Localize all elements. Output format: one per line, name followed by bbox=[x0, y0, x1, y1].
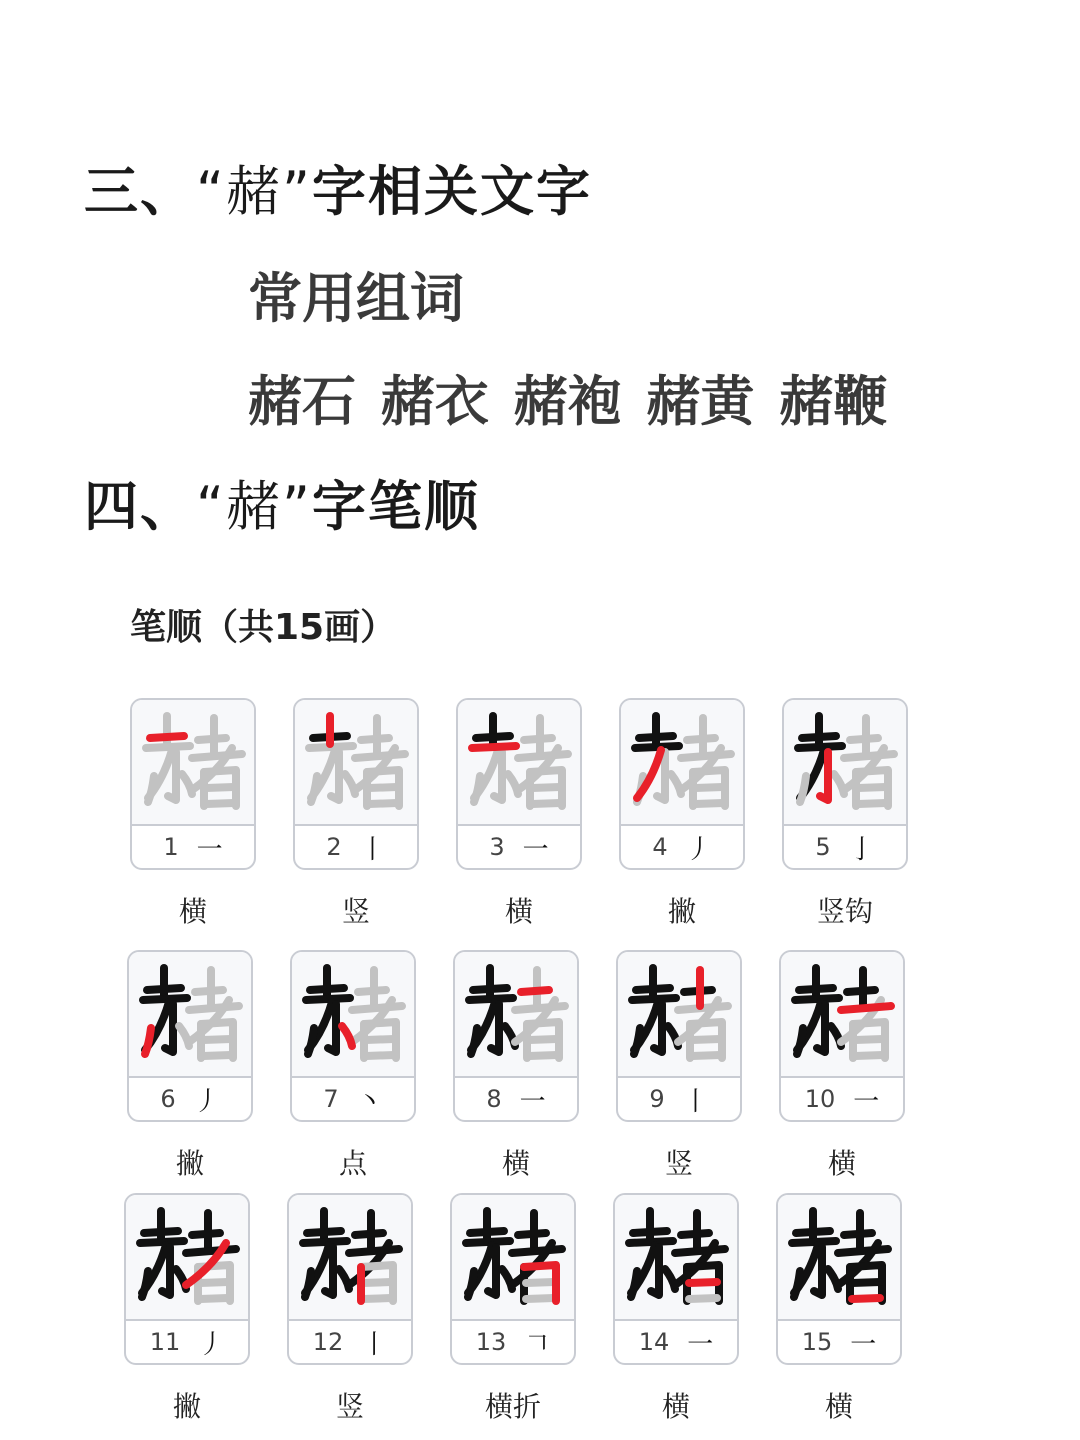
stroke-card-box bbox=[619, 698, 745, 870]
current-stroke bbox=[145, 1028, 151, 1054]
stroke-info bbox=[458, 826, 580, 868]
pending-stroke bbox=[689, 1298, 717, 1299]
pending-stroke bbox=[681, 754, 731, 758]
pending-stroke bbox=[692, 1055, 720, 1056]
section-3-title: 字相关文字 bbox=[311, 160, 592, 223]
stroke-card bbox=[293, 698, 419, 930]
stroke-info bbox=[784, 826, 906, 868]
stroke-number: 3 bbox=[489, 833, 505, 861]
pending-stroke bbox=[206, 803, 234, 804]
stroke-name: 横折 bbox=[484, 1390, 541, 1423]
stroke-info bbox=[455, 1078, 577, 1120]
stroke-number: 14 bbox=[638, 1328, 670, 1356]
completed-stroke bbox=[629, 1241, 673, 1243]
stroke-card-box bbox=[613, 1193, 739, 1365]
stroke-symbol: 丿 bbox=[685, 834, 712, 865]
stroke-card bbox=[619, 698, 745, 930]
completed-stroke bbox=[631, 1271, 637, 1297]
stroke-name: 点 bbox=[338, 1147, 367, 1180]
pending-stroke bbox=[532, 787, 560, 788]
stroke-symbol: 一 bbox=[196, 834, 223, 865]
pending-stroke bbox=[352, 1006, 402, 1010]
stroke-symbol: 丶 bbox=[356, 1086, 383, 1117]
pending-stroke bbox=[858, 803, 886, 804]
stroke-name: 横 bbox=[824, 1390, 853, 1423]
stroke-number: 10 bbox=[804, 1085, 836, 1113]
pending-stroke bbox=[146, 746, 190, 748]
stroke-card-box bbox=[287, 1193, 413, 1365]
current-stroke bbox=[150, 736, 184, 738]
stroke-card bbox=[130, 698, 256, 930]
pending-stroke bbox=[369, 787, 397, 788]
pending-stroke bbox=[148, 776, 154, 802]
pending-stroke bbox=[203, 1039, 231, 1040]
stroke-symbol: 丿 bbox=[193, 1086, 220, 1117]
stroke-symbol: 丨 bbox=[359, 834, 386, 865]
stroke-name: 竖钩 bbox=[816, 895, 873, 928]
stroke-card-box bbox=[290, 950, 416, 1122]
character-stroke-icon bbox=[452, 1195, 574, 1319]
stroke-diagram bbox=[778, 1195, 900, 1321]
stroke-diagram bbox=[289, 1195, 411, 1321]
stroke-card-box bbox=[127, 950, 253, 1122]
stroke-number: 6 bbox=[160, 1085, 176, 1113]
section-4-heading bbox=[84, 475, 480, 538]
stroke-number: 4 bbox=[652, 833, 668, 861]
stroke-number: 7 bbox=[323, 1085, 339, 1113]
stroke-symbol: 丨 bbox=[682, 1086, 709, 1117]
stroke-info bbox=[129, 1078, 251, 1120]
character-stroke-icon bbox=[132, 700, 254, 824]
completed-stroke bbox=[186, 1249, 236, 1253]
stroke-diagram bbox=[292, 952, 414, 1078]
character-stroke-icon bbox=[784, 700, 906, 824]
completed-stroke bbox=[349, 1249, 399, 1253]
completed-stroke bbox=[469, 998, 513, 1000]
completed-stroke bbox=[142, 1271, 148, 1297]
stroke-info bbox=[781, 1078, 903, 1120]
completed-stroke bbox=[305, 1271, 311, 1297]
pending-stroke bbox=[844, 754, 894, 758]
stroke-card bbox=[456, 698, 582, 930]
pending-stroke bbox=[858, 787, 886, 788]
pending-stroke bbox=[192, 754, 242, 758]
character-stroke-icon bbox=[295, 700, 417, 824]
completed-stroke bbox=[466, 1241, 510, 1243]
pending-stroke bbox=[526, 1282, 554, 1283]
stroke-name: 竖 bbox=[335, 1390, 364, 1423]
stroke-diagram bbox=[452, 1195, 574, 1321]
stroke-order-header: 笔顺（共15画） bbox=[130, 607, 397, 648]
character-stroke-icon bbox=[621, 700, 743, 824]
stroke-symbol: 一 bbox=[519, 1086, 546, 1117]
section-4-character: “赭” bbox=[196, 475, 312, 538]
pending-stroke bbox=[363, 1282, 391, 1283]
completed-stroke bbox=[512, 1249, 562, 1253]
stroke-info bbox=[618, 1078, 740, 1120]
stroke-info bbox=[292, 1078, 414, 1120]
character-stroke-icon bbox=[292, 952, 414, 1076]
stroke-name: 横 bbox=[178, 895, 207, 928]
pending-stroke bbox=[206, 787, 234, 788]
stroke-info bbox=[452, 1321, 574, 1363]
pending-stroke bbox=[529, 1039, 557, 1040]
stroke-symbol: 𠃍 bbox=[524, 1329, 551, 1360]
completed-stroke bbox=[797, 1028, 803, 1054]
completed-stroke bbox=[306, 998, 350, 1000]
stroke-symbol: 一 bbox=[687, 1329, 714, 1360]
completed-stroke bbox=[675, 1249, 725, 1253]
character-stroke-icon bbox=[618, 952, 740, 1076]
pending-stroke bbox=[369, 803, 397, 804]
completed-stroke bbox=[798, 746, 842, 748]
stroke-info bbox=[621, 826, 743, 868]
completed-stroke bbox=[795, 998, 839, 1000]
section-3-character: “赭” bbox=[196, 160, 312, 223]
stroke-number: 9 bbox=[649, 1085, 665, 1113]
completed-stroke bbox=[792, 1241, 836, 1243]
current-stroke bbox=[689, 1282, 717, 1283]
current-stroke bbox=[521, 990, 549, 992]
stroke-number: 1 bbox=[163, 833, 179, 861]
stroke-info bbox=[615, 1321, 737, 1363]
stroke-diagram bbox=[129, 952, 251, 1078]
stroke-number: 8 bbox=[486, 1085, 502, 1113]
stroke-card-box bbox=[124, 1193, 250, 1365]
stroke-diagram bbox=[458, 700, 580, 826]
pending-stroke bbox=[695, 787, 723, 788]
stroke-card-box bbox=[616, 950, 742, 1122]
stroke-card bbox=[124, 1193, 250, 1425]
section-3-heading bbox=[84, 160, 592, 223]
pending-stroke bbox=[532, 803, 560, 804]
completed-stroke bbox=[468, 1271, 474, 1297]
character-stroke-icon bbox=[615, 1195, 737, 1319]
stroke-card-box bbox=[453, 950, 579, 1122]
stroke-card-box bbox=[776, 1193, 902, 1365]
stroke-card bbox=[613, 1193, 739, 1425]
common-words-list: 赭石 赭衣 赭袍 赭黄 赭鞭 bbox=[248, 370, 888, 433]
pending-stroke bbox=[518, 754, 568, 758]
stroke-name: 撇 bbox=[172, 1390, 201, 1423]
pending-stroke bbox=[529, 1055, 557, 1056]
stroke-name: 撇 bbox=[667, 895, 696, 928]
completed-stroke bbox=[852, 1282, 880, 1283]
stroke-number: 2 bbox=[326, 833, 342, 861]
pending-stroke bbox=[366, 1039, 394, 1040]
stroke-info bbox=[778, 1321, 900, 1363]
stroke-info bbox=[289, 1321, 411, 1363]
completed-stroke bbox=[140, 1241, 184, 1243]
pending-stroke bbox=[311, 776, 317, 802]
stroke-diagram bbox=[615, 1195, 737, 1321]
pending-stroke bbox=[474, 776, 480, 802]
completed-stroke bbox=[308, 1028, 314, 1054]
stroke-name: 横 bbox=[827, 1147, 856, 1180]
stroke-name: 竖 bbox=[664, 1147, 693, 1180]
character-stroke-icon bbox=[129, 952, 251, 1076]
current-stroke bbox=[841, 1006, 891, 1010]
pending-stroke bbox=[526, 1298, 554, 1299]
stroke-card bbox=[776, 1193, 902, 1425]
stroke-diagram bbox=[784, 700, 906, 826]
stroke-card bbox=[779, 950, 905, 1182]
stroke-card-box bbox=[130, 698, 256, 870]
stroke-name: 横 bbox=[504, 895, 533, 928]
completed-stroke bbox=[143, 998, 187, 1000]
pending-stroke bbox=[515, 1006, 565, 1010]
stroke-card bbox=[616, 950, 742, 1182]
stroke-card bbox=[782, 698, 908, 930]
section-4-number: 四、 bbox=[84, 475, 196, 538]
common-words-title: 常用组词 bbox=[248, 267, 464, 330]
stroke-symbol: 亅 bbox=[848, 834, 875, 865]
pending-stroke bbox=[855, 1039, 883, 1040]
completed-stroke bbox=[634, 1028, 640, 1054]
completed-stroke bbox=[632, 998, 676, 1000]
pending-stroke bbox=[189, 1006, 239, 1010]
stroke-name: 竖 bbox=[341, 895, 370, 928]
pending-stroke bbox=[355, 754, 405, 758]
stroke-card bbox=[450, 1193, 576, 1425]
stroke-diagram bbox=[621, 700, 743, 826]
stroke-number: 15 bbox=[801, 1328, 833, 1356]
character-stroke-icon bbox=[781, 952, 903, 1076]
pending-stroke bbox=[200, 1282, 228, 1283]
current-stroke bbox=[342, 1026, 352, 1046]
stroke-symbol: 丿 bbox=[198, 1329, 225, 1360]
stroke-card-box bbox=[293, 698, 419, 870]
completed-stroke bbox=[838, 1249, 888, 1253]
pending-stroke bbox=[692, 1039, 720, 1040]
stroke-number: 13 bbox=[475, 1328, 507, 1356]
stroke-info bbox=[132, 826, 254, 868]
current-stroke bbox=[472, 746, 516, 748]
stroke-diagram bbox=[295, 700, 417, 826]
stroke-info bbox=[126, 1321, 248, 1363]
stroke-symbol: 一 bbox=[853, 1086, 880, 1117]
stroke-symbol: 一 bbox=[522, 834, 549, 865]
stroke-symbol: 丨 bbox=[361, 1329, 388, 1360]
pending-stroke bbox=[800, 776, 806, 802]
stroke-card bbox=[290, 950, 416, 1182]
completed-stroke bbox=[635, 746, 679, 748]
character-stroke-icon bbox=[458, 700, 580, 824]
pending-stroke bbox=[200, 1298, 228, 1299]
stroke-number: 5 bbox=[815, 833, 831, 861]
pending-stroke bbox=[366, 1055, 394, 1056]
stroke-card-box bbox=[779, 950, 905, 1122]
stroke-diagram bbox=[132, 700, 254, 826]
stroke-card-box bbox=[782, 698, 908, 870]
stroke-symbol: 一 bbox=[850, 1329, 877, 1360]
stroke-name: 撇 bbox=[175, 1147, 204, 1180]
stroke-number: 11 bbox=[149, 1328, 181, 1356]
stroke-card-box bbox=[456, 698, 582, 870]
pending-stroke bbox=[695, 803, 723, 804]
stroke-info bbox=[295, 826, 417, 868]
character-stroke-icon bbox=[126, 1195, 248, 1319]
stroke-card bbox=[127, 950, 253, 1182]
pending-stroke bbox=[203, 1055, 231, 1056]
section-4-title: 字笔顺 bbox=[311, 475, 480, 538]
stroke-name: 横 bbox=[661, 1390, 690, 1423]
stroke-diagram bbox=[618, 952, 740, 1078]
stroke-number: 12 bbox=[312, 1328, 344, 1356]
stroke-name: 横 bbox=[501, 1147, 530, 1180]
completed-stroke bbox=[794, 1271, 800, 1297]
character-stroke-icon bbox=[455, 952, 577, 1076]
pending-stroke bbox=[855, 1055, 883, 1056]
stroke-diagram bbox=[455, 952, 577, 1078]
section-3-number: 三、 bbox=[84, 160, 196, 223]
completed-stroke bbox=[303, 1241, 347, 1243]
stroke-card bbox=[287, 1193, 413, 1425]
completed-stroke bbox=[471, 1028, 477, 1054]
pending-stroke bbox=[363, 1298, 391, 1299]
character-stroke-icon bbox=[289, 1195, 411, 1319]
stroke-diagram bbox=[781, 952, 903, 1078]
stroke-card-box bbox=[450, 1193, 576, 1365]
stroke-card bbox=[453, 950, 579, 1182]
character-stroke-icon bbox=[778, 1195, 900, 1319]
current-stroke bbox=[852, 1298, 880, 1299]
stroke-diagram bbox=[126, 1195, 248, 1321]
